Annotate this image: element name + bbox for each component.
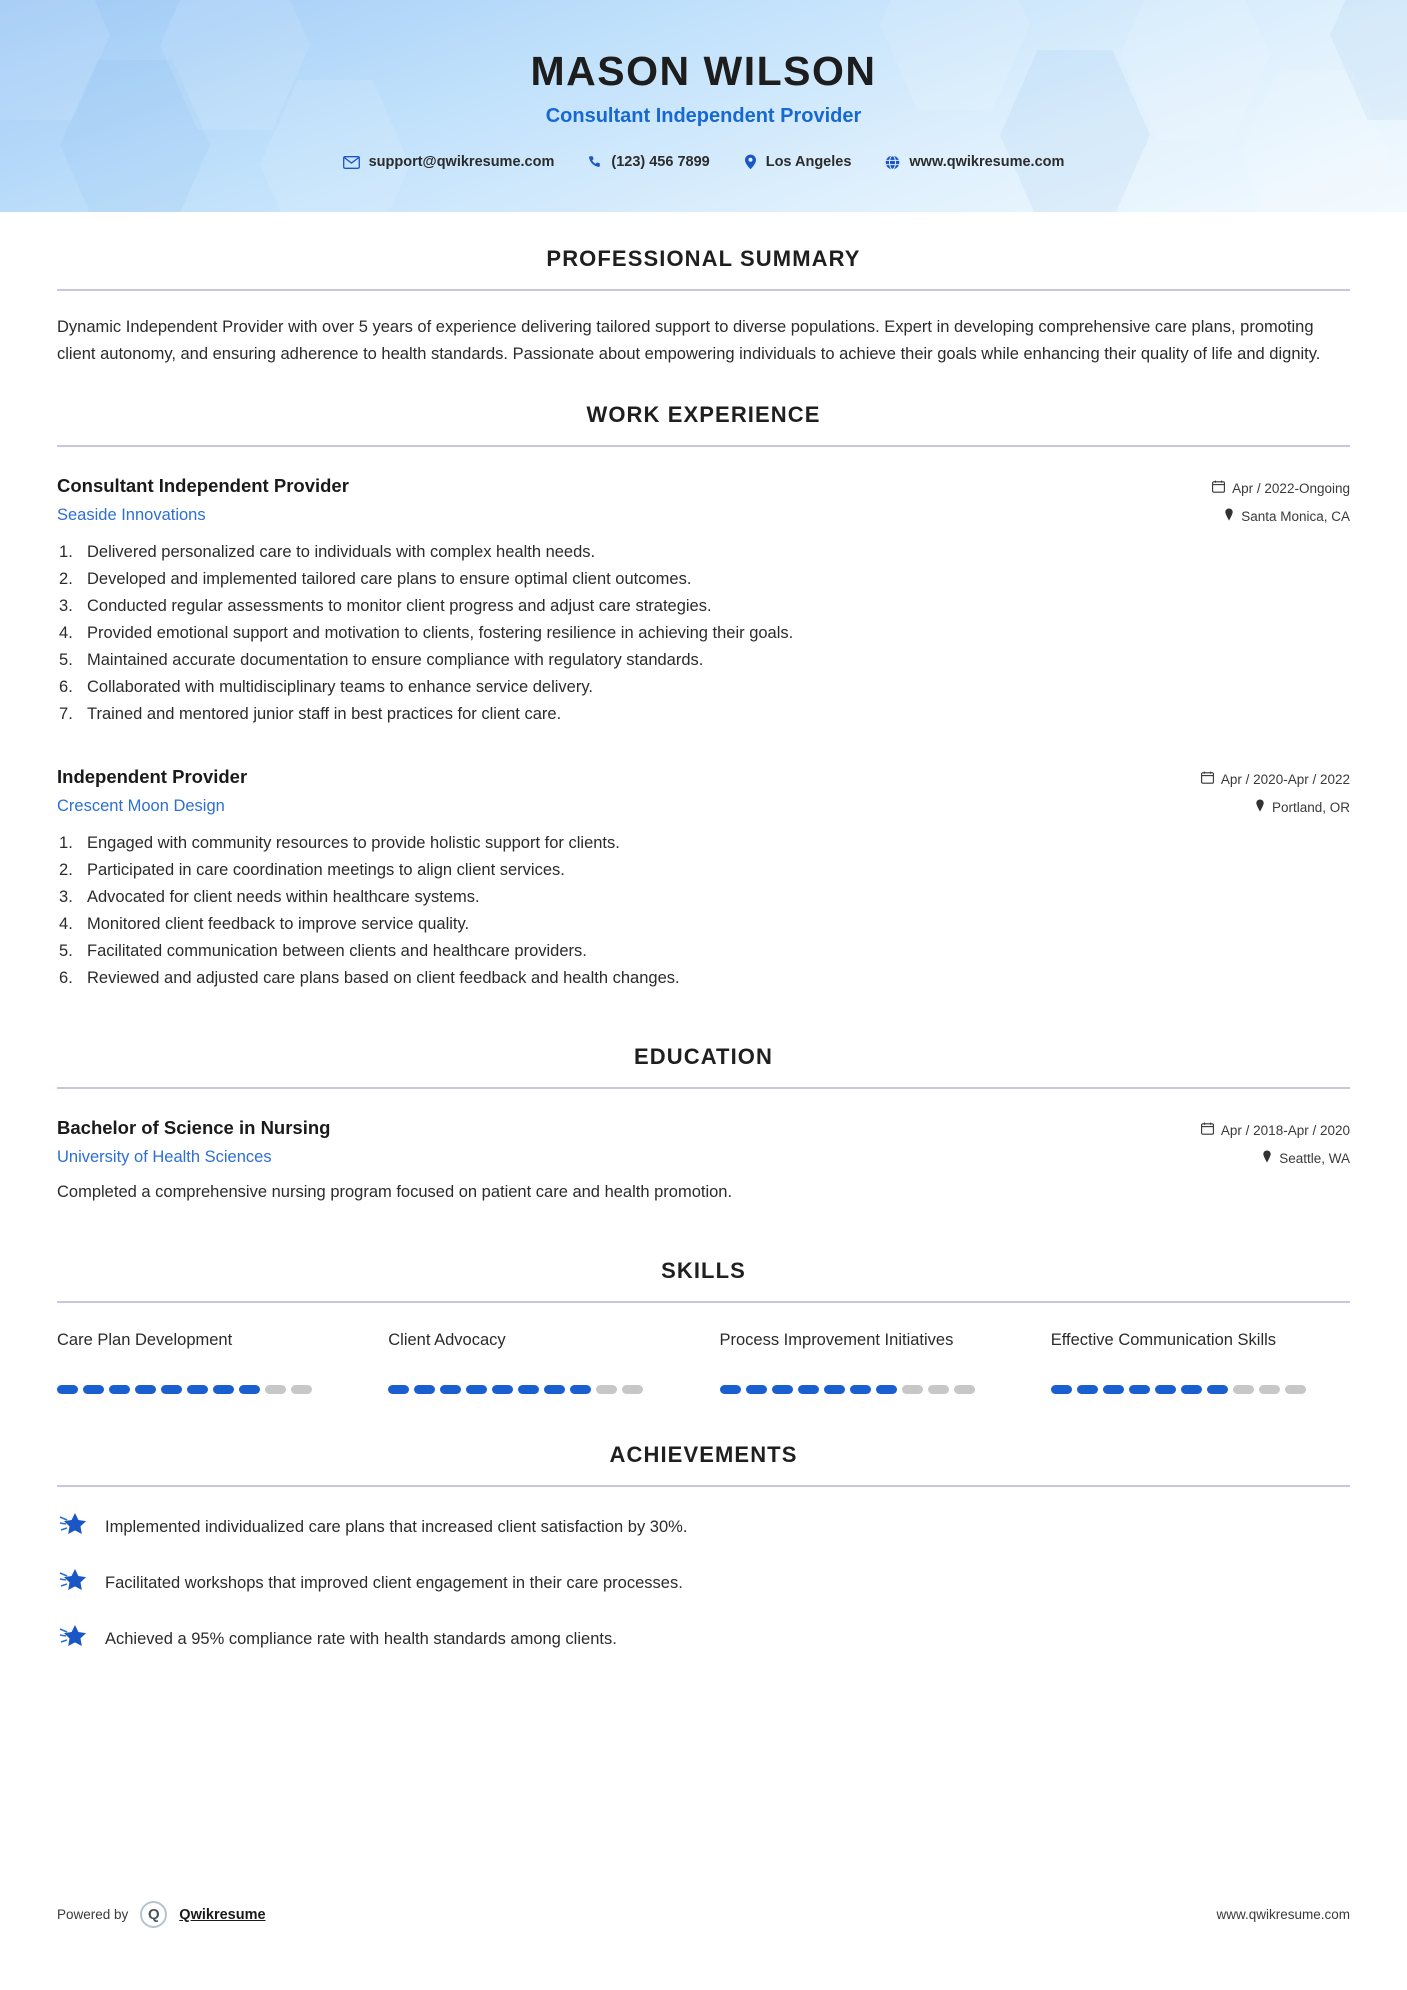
education-description: Completed a comprehensive nursing program focused on patient care and health promotion. — [57, 1183, 733, 1201]
experience-location-text: Portland, OR — [1271, 799, 1350, 815]
achievement-text: Implemented individualized care plans that increased client satisfaction by 30%. — [105, 1518, 688, 1536]
section-title-summary: PROFESSIONAL SUMMARY — [546, 246, 861, 271]
education-degree: Bachelor of Science in Nursing — [57, 1117, 331, 1138]
page-title: MASON WILSON — [530, 48, 877, 94]
section-title-achievements: ACHIEVEMENTS — [609, 1442, 798, 1467]
section-title-skills: SKILLS — [661, 1258, 746, 1283]
contact-phone-text: (123) 456 7899 — [611, 154, 710, 170]
list-item: Participated in care coordination meetings to align client services. — [87, 861, 565, 879]
experience-dates-text: Apr / 2022-Ongoing — [1232, 480, 1350, 496]
experience-role: Independent Provider — [57, 766, 248, 787]
list-item: Conducted regular assessments to monitor client progress and adjust care strategies. — [87, 597, 712, 615]
list-item: Delivered personalized care to individuals with complex health needs. — [87, 543, 596, 561]
contact-location[interactable] — [727, 154, 869, 170]
summary-text: Dynamic Independent Provider with over 5 years of experience delivering tailored support to diverse populations. Expert in developing comprehensive care plans, promoting client autonomy, and ensuring adherence to health standards. Passionate about empowering individuals to achieve their goals while enhancing their quality of life and dignity. — [57, 318, 1321, 363]
achievement-text: Facilitated workshops that improved client engagement in their care processes. — [105, 1574, 683, 1592]
contact-email-text: support@qwikresume.com — [368, 154, 555, 170]
calendar-icon — [1201, 771, 1214, 787]
section-divider — [57, 1485, 1350, 1487]
section-divider — [57, 1087, 1350, 1089]
education-location — [1201, 1150, 1350, 1166]
phone-icon — [588, 155, 602, 169]
education-item — [57, 1117, 1350, 1206]
powered-by-label: Powered by — [57, 1907, 129, 1922]
skill-level-bar — [57, 1385, 356, 1394]
experience-company[interactable]: Seaside Innovations — [57, 506, 206, 524]
contact-email[interactable] — [326, 154, 572, 170]
globe-icon — [885, 155, 900, 170]
qwikresume-brand-link[interactable]: Qwikresume — [179, 1906, 266, 1923]
experience-item — [57, 475, 1350, 728]
contact-phone[interactable] — [571, 154, 726, 170]
footer-website[interactable]: www.qwikresume.com — [1216, 1907, 1350, 1922]
experience-location — [1212, 508, 1350, 524]
experience-dates-text: Apr / 2020-Apr / 2022 — [1220, 771, 1350, 787]
list-item — [57, 1567, 1350, 1599]
skill-label: Process Improvement Initiatives — [719, 1331, 954, 1349]
skills-grid — [57, 1327, 1350, 1394]
list-item: Monitored client feedback to improve service quality. — [87, 915, 470, 933]
contact-row — [0, 154, 1407, 170]
education-location-text: Seattle, WA — [1279, 1150, 1350, 1166]
experience-dates — [1212, 480, 1350, 496]
list-item: Provided emotional support and motivation to clients, fostering resilience in achieving their goals. — [87, 624, 794, 642]
experience-company[interactable]: Crescent Moon Design — [57, 797, 225, 815]
skill-level-bar — [388, 1385, 687, 1394]
experience-location — [1201, 799, 1350, 815]
education-dates — [1201, 1122, 1350, 1138]
list-item: Collaborated with multidisciplinary teams to enhance service delivery. — [87, 678, 593, 696]
skill-label: Client Advocacy — [388, 1331, 506, 1349]
resume-body — [0, 246, 1407, 1655]
experience-role: Consultant Independent Provider — [57, 475, 349, 496]
job-title: Consultant Independent Provider — [545, 105, 862, 127]
section-title-experience: WORK EXPERIENCE — [586, 402, 821, 427]
contact-website-text: www.qwikresume.com — [909, 154, 1065, 170]
list-item: Trained and mentored junior staff in best practices for client care. — [87, 705, 562, 723]
skill-level-bar — [1051, 1385, 1350, 1394]
list-item: Maintained accurate documentation to ensure compliance with regulatory standards. — [87, 651, 704, 669]
envelope-icon — [343, 156, 360, 169]
experience-bullets — [57, 830, 1350, 992]
experience-location-text: Santa Monica, CA — [1241, 508, 1350, 524]
calendar-icon — [1212, 480, 1225, 496]
skill-item — [388, 1327, 687, 1394]
skill-level-bar — [720, 1385, 1019, 1394]
section-divider — [57, 1301, 1350, 1303]
section-divider — [57, 445, 1350, 447]
qwikresume-logo-icon: Q — [140, 1901, 167, 1928]
list-item: Advocated for client needs within healthcare systems. — [87, 888, 480, 906]
star-badge-icon — [57, 1511, 87, 1543]
list-item: Reviewed and adjusted care plans based on client feedback and health changes. — [87, 969, 680, 987]
education-dates-text: Apr / 2018-Apr / 2020 — [1220, 1122, 1350, 1138]
calendar-icon — [1201, 1122, 1214, 1138]
list-item: Engaged with community resources to provide holistic support for clients. — [87, 834, 620, 852]
section-divider — [57, 289, 1350, 291]
education-school[interactable]: University of Health Sciences — [57, 1148, 272, 1166]
page-footer — [57, 1901, 1350, 1928]
skill-label: Effective Communication Skills — [1050, 1331, 1277, 1349]
experience-bullets — [57, 539, 1350, 728]
achievement-text: Achieved a 95% compliance rate with health standards among clients. — [105, 1630, 617, 1648]
map-pin-icon — [1262, 1150, 1272, 1166]
map-pin-icon — [1224, 508, 1234, 524]
experience-dates — [1201, 771, 1350, 787]
list-item: Facilitated communication between clients and healthcare providers. — [87, 942, 587, 960]
list-item — [57, 1511, 1350, 1543]
contact-website[interactable] — [868, 154, 1081, 170]
powered-by-block — [57, 1901, 266, 1928]
skill-label: Care Plan Development — [57, 1331, 233, 1349]
star-badge-icon — [57, 1623, 87, 1655]
skill-item — [720, 1327, 1019, 1394]
list-item: Developed and implemented tailored care plans to ensure optimal client outcomes. — [87, 570, 692, 588]
achievements-list — [57, 1511, 1350, 1655]
location-pin-icon — [744, 154, 757, 170]
skill-item — [57, 1327, 356, 1394]
section-title-education: EDUCATION — [633, 1044, 774, 1069]
list-item — [57, 1623, 1350, 1655]
skill-item — [1051, 1327, 1350, 1394]
star-badge-icon — [57, 1567, 87, 1599]
map-pin-icon — [1255, 799, 1265, 815]
contact-location-text: Los Angeles — [765, 154, 852, 170]
experience-item — [57, 766, 1350, 992]
resume-header — [0, 0, 1407, 212]
